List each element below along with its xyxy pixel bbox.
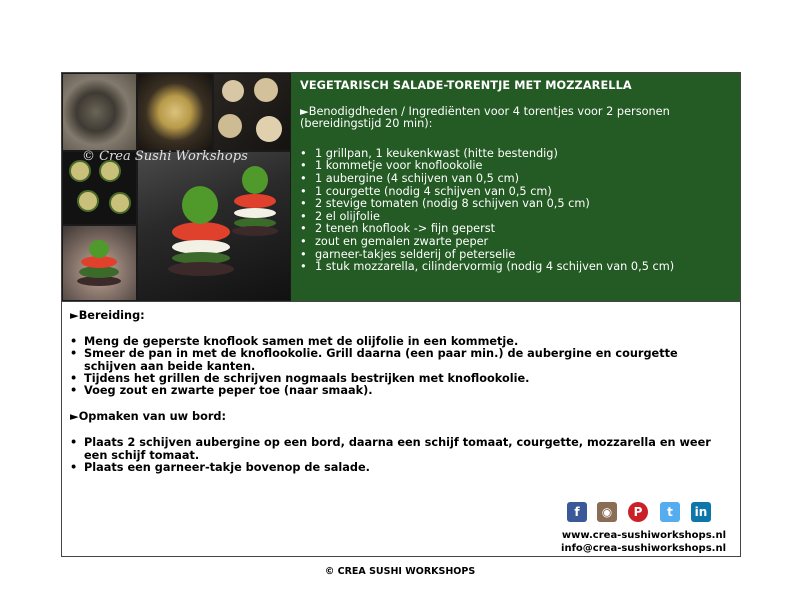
recipe-card <box>61 72 741 557</box>
photo-pan-garlic-oil <box>138 74 212 150</box>
list-item: • 2 el olijfolie <box>300 211 732 224</box>
pinterest-icon[interactable]: P <box>628 502 648 522</box>
ingredients-intro: ►Benodigdheden / Ingrediënten voor 4 torentjes voor 2 personen (bereidingstijd 20 min): <box>300 104 670 131</box>
photo-collage <box>62 73 291 301</box>
list-item: • 2 stevige tomaten (nodig 8 schijven van 0,5 cm) <box>300 198 732 211</box>
recipe-title: VEGETARISCH SALADE-TORENTJE MET MOZZARELLA <box>300 79 632 92</box>
preparation-list <box>70 336 730 397</box>
list-item: • 1 stuk mozzarella, cilindervormig (nodig 4 schijven van 0,5 cm) <box>300 261 732 274</box>
photo-watermark: © Crea Sushi Workshops <box>82 149 248 164</box>
recipe-header <box>62 73 740 301</box>
instagram-icon[interactable]: ◉ <box>597 502 617 522</box>
list-item: • Voeg zout en zwarte peper toe (naar smaak). <box>70 385 730 397</box>
list-item: • 1 courgette (nodig 4 schijven van 0,5 cm) <box>300 186 732 199</box>
list-item: • Plaats een garneer-takje bovenop de salade. <box>70 462 730 474</box>
list-item: • Tijdens het grillen de schrijven nogmaals bestrijken met knoflookolie. <box>70 373 730 385</box>
email-link[interactable]: info@crea-sushiworkshops.nl <box>561 542 726 554</box>
photo-grill-pan-slices <box>214 74 290 150</box>
footer-copyright: © CREA SUSHI WORKSHOPS <box>324 566 476 577</box>
list-item: • Plaats 2 schijven aubergine op een bord, daarna een schijf tomaat, courgette, mozzarella en weer een schijf tomaat. <box>70 437 730 461</box>
list-item: • 1 aubergine (4 schijven van 0,5 cm) <box>300 173 732 186</box>
instructions-section <box>62 301 740 556</box>
list-item: • 2 tenen knoflook -> fijn geperst <box>300 223 732 236</box>
ingredients-panel <box>291 73 740 301</box>
facebook-icon[interactable]: f <box>567 502 587 522</box>
photo-tower-small <box>63 226 136 300</box>
list-item: • Meng de geperste knoflook samen met de olijfolie in een kommetje. <box>70 336 730 348</box>
list-item: • Smeer de pan in met de knoflookolie. Grill daarna (een paar min.) de aubergine en courgette schijven aan beide kanten. <box>70 348 730 372</box>
list-item: • 1 kommetje voor knoflookolie <box>300 160 732 173</box>
twitter-icon[interactable]: t <box>660 502 680 522</box>
list-item: • zout en gemalen zwarte peper <box>300 236 732 249</box>
website-link[interactable]: www.crea-sushiworkshops.nl <box>561 530 726 541</box>
plating-heading: ►Opmaken van uw bord: <box>70 410 227 424</box>
preparation-heading: ►Bereiding: <box>70 309 145 322</box>
ingredients-list <box>300 148 732 274</box>
list-item: • 1 grillpan, 1 keukenkwast (hitte bestendig) <box>300 148 732 161</box>
list-item: • garneer-takjes selderij of peterselie <box>300 249 732 262</box>
photo-tower-plated <box>138 152 290 300</box>
linkedin-icon[interactable]: in <box>691 502 711 522</box>
contact-info <box>561 530 726 555</box>
plating-list <box>70 437 730 474</box>
photo-mortar-garlic <box>63 74 136 150</box>
